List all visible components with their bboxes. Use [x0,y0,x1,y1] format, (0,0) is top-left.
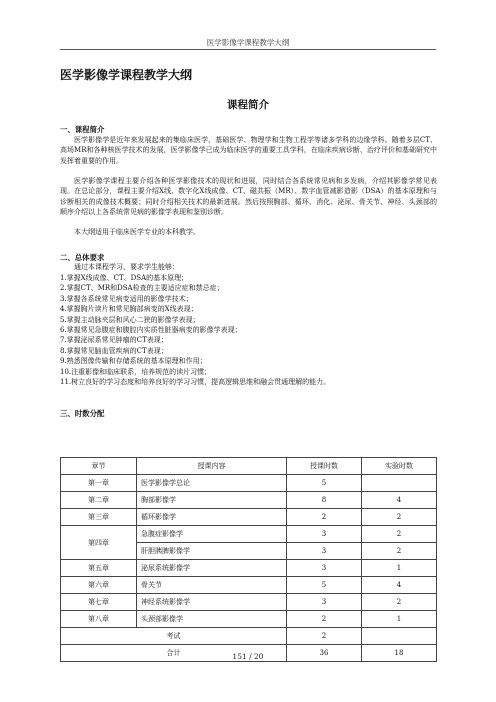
cell-chapter: 第四章 [61,526,137,560]
cell-content: 急腹症影像学 [137,526,287,543]
heading-course-intro: 一、课程简介 [60,125,105,134]
list-item: 2.掌握CT、MR和DSA检查的主要适应症和禁忌症； [60,284,224,293]
list-item: 6.掌握常见急腹症和腹腔内实质性脏器病变的影像学表现； [60,326,242,335]
cell-lab: 18 [362,645,437,662]
cell-lecture: 5 [287,577,362,594]
cell-chapter: 第五章 [61,560,137,577]
cell-content: 骨关节 [137,577,287,594]
cell-lecture: 3 [287,594,362,611]
heading-general-requirements: 二、总体要求 [60,253,105,262]
cell-total-label: 合计 [61,645,287,662]
cell-lecture: 2 [287,628,362,645]
table-row [61,509,437,526]
hours-table [60,457,437,662]
cell-lab: 2 [362,526,437,543]
cell-lecture: 2 [287,509,362,526]
heading-hours-allocation: 三、时数分配 [60,409,105,418]
cell-chapter: 第七章 [61,594,137,611]
list-item: 7.掌握泌尿系常见肿瘤的CT表现； [60,336,168,345]
table-row [61,611,437,628]
cell-chapter: 第八章 [61,611,137,628]
cell-content: 胸部影像学 [137,492,287,509]
table-row [61,577,437,594]
list-item: 8.掌握常见脑血管疾病的CT表现； [60,346,168,355]
section-heading-course-intro: 课程简介 [227,99,269,111]
cell-content: 循环影像学 [137,509,287,526]
document-title: 医学影像学课程教学大纲 [60,68,193,82]
cell-lecture: 8 [287,492,362,509]
requirements-list [60,273,440,387]
cell-lab: 4 [362,492,437,509]
cell-lab [362,475,437,492]
cell-lecture: 3 [287,560,362,577]
cell-lab: 1 [362,611,437,628]
running-header: 医学影像学课程教学大纲 [206,38,290,47]
cell-lecture: 3 [287,526,362,543]
cell-lab: 4 [362,577,437,594]
cell-lab: 2 [362,509,437,526]
intro-paragraph-2: 医学影像学课程主要介绍各种医学影像技术的现状和进展，同时结合各系统常见病和多发病，介绍其影像学常见表现。在总论部分，课程主要介绍X线、数字化X线成像、CT、磁共振（MR）、数字血管减影造影（DSA）的基本原理和与诊断相关的成像技术概要；同时介绍相关技术的最新进展。然后按照胸部、循环、消化、泌尿、骨关节、神经、头颈部的顺序介绍以上各系统常见病的影像学表现和鉴别诊断。 [60,177,437,217]
cell-lab: 2 [362,543,437,560]
table-row [61,492,437,509]
table-header-row [61,458,437,475]
table-row [61,475,437,492]
cell-content: 头颈部影像学 [137,611,287,628]
cell-chapter: 第二章 [61,492,137,509]
list-item: 9.熟悉图像传输和存储系统的基本原理和作用； [60,357,207,366]
col-header-chapter: 章节 [61,458,137,475]
cell-lab: 1 [362,560,437,577]
table-row [61,526,437,543]
cell-lecture: 2 [287,611,362,628]
header-rule [60,49,436,50]
col-header-lecture-hours: 授课时数 [287,458,362,475]
cell-content: 肝胆胰脾影像学 [137,543,287,560]
cell-lab: 2 [362,594,437,611]
cell-content: 医学影像学总论 [137,475,287,492]
cell-lecture: 36 [287,645,362,662]
cell-chapter: 第六章 [61,577,137,594]
list-item: 5.掌握主动脉夹层和风心二狭的影像学表现； [60,315,200,324]
intro-paragraph-1: 医学影像学是近年来发展起来的集临床医学、基础医学、物理学和生物工程学等诸多学科的边缘学科。随着多层CT、高场MR和各种核医学技术的发展，医学影像学已成为临床医学的重要工具学科，在临床疾病诊断、治疗评价和基础研究中发挥着重要的作用。 [60,136,437,165]
list-item: 11.树立良好的学习态度和培养良好的学习习惯，提高逻辑思维和融会贯通理解的能力。 [60,378,331,387]
table-row [61,594,437,611]
col-header-content: 授课内容 [137,458,287,475]
page-number: 151 / 20 [232,652,264,661]
intro-paragraph-3: 本大纲适用于临床医学专业的本科教学。 [74,228,200,236]
list-item: 4.掌握胸片读片和常见胸部病变的X线表现； [60,305,198,314]
requirements-intro: 通过本课程学习，要求学生能够： [74,263,179,271]
cell-exam-label: 考试 [61,628,287,645]
list-item: 3.掌握各系统常见病变适用的影像学技术； [60,294,193,303]
cell-chapter: 第一章 [61,475,137,492]
cell-lab [362,628,437,645]
cell-lecture: 5 [287,475,362,492]
cell-chapter: 第三章 [61,509,137,526]
cell-lecture: 3 [287,543,362,560]
table-row [61,560,437,577]
cell-content: 泌尿系统影像学 [137,560,287,577]
list-item: 1.掌握X线成像、CT、DSA的基本原理； [60,274,189,282]
table-row-exam [61,628,437,645]
cell-content: 神经系统影像学 [137,594,287,611]
col-header-lab-hours: 实验时数 [362,458,437,475]
list-item: 10.注重影像和临床联系，培养规范的读片习惯； [60,367,212,376]
